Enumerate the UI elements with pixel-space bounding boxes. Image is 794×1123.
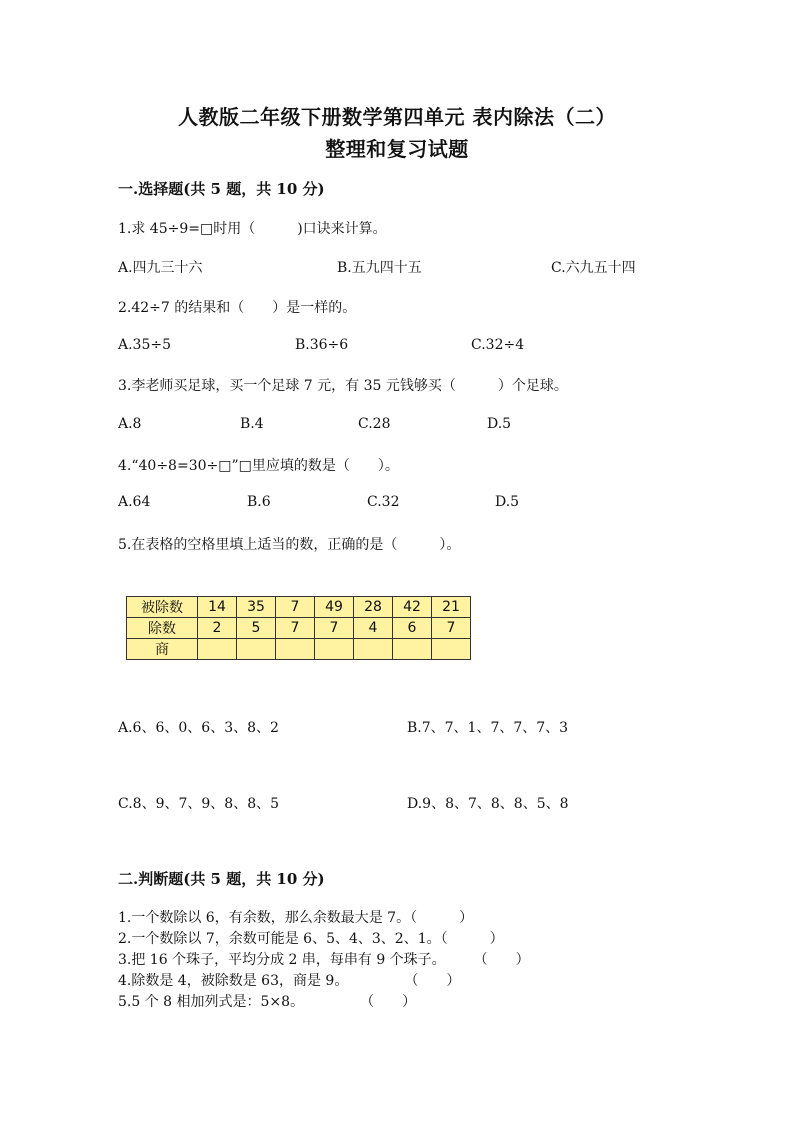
table-cell-blank[interactable] [276, 639, 315, 660]
table-cell: 35 [237, 597, 276, 618]
table-cell: 7 [315, 618, 354, 639]
q1-option-b[interactable]: B.五九四十五 [337, 260, 422, 276]
q3-option-c[interactable]: C.28 [358, 416, 391, 432]
section-heading-judgment: 二.判断题(共 5 题，共 10 分) [118, 870, 325, 888]
table-cell-blank[interactable] [393, 639, 432, 660]
q4-option-b[interactable]: B.6 [247, 494, 271, 510]
question-5: 5.在表格的空格里填上适当的数，正确的是（ ）。 [118, 537, 461, 553]
q4-option-d[interactable]: D.5 [495, 494, 520, 510]
table-cell: 7 [432, 618, 471, 639]
judgment-item-4: 4.除数是 4，被除数是 63，商是 9。 （ ） [118, 973, 461, 989]
q3-option-b[interactable]: B.4 [240, 416, 264, 432]
q4-option-c[interactable]: C.32 [367, 494, 400, 510]
table-cell-blank[interactable] [198, 639, 237, 660]
table-cell: 14 [198, 597, 237, 618]
table-row [127, 639, 471, 660]
q5-option-c[interactable]: C.8、9、7、9、8、8、5 [118, 796, 280, 812]
question-2: 2.42÷7 的结果和（ ）是一样的。 [118, 300, 357, 316]
table-cell: 2 [198, 618, 237, 639]
table-cell: 7 [276, 618, 315, 639]
table-cell: 28 [354, 597, 393, 618]
question-4: 4.“40÷8=30÷□”□里应填的数是（ ）。 [118, 458, 399, 474]
table-cell: 4 [354, 618, 393, 639]
table-cell: 7 [276, 597, 315, 618]
q2-option-a[interactable]: A.35÷5 [118, 337, 172, 353]
table-row-label: 除数 [127, 618, 198, 639]
table-row [127, 597, 471, 618]
q1-option-c[interactable]: C.六九五十四 [551, 260, 636, 276]
q3-option-d[interactable]: D.5 [487, 416, 512, 432]
table-cell: 42 [393, 597, 432, 618]
page-title: 人教版二年级下册数学第四单元 表内除法（二） [178, 105, 616, 129]
judgment-item-3: 3.把 16 个珠子，平均分成 2 串，每串有 9 个珠子。 （ ） [118, 952, 530, 968]
q1-option-a[interactable]: A.四九三十六 [118, 260, 203, 276]
table-cell: 5 [237, 618, 276, 639]
table-cell-blank[interactable] [237, 639, 276, 660]
judgment-item-2: 2.一个数除以 7，余数可能是 6、5、4、3、2、1。（ ） [118, 931, 504, 947]
q5-option-d[interactable]: D.9、8、7、8、8、5、8 [407, 796, 569, 812]
table-cell: 6 [393, 618, 432, 639]
q5-option-a[interactable]: A.6、6、0、6、3、8、2 [118, 720, 279, 736]
question-1: 1.求 45÷9=□时用（ )口诀来计算。 [118, 221, 387, 237]
q5-option-b[interactable]: B.7、7、1、7、7、7、3 [407, 720, 569, 736]
q2-option-b[interactable]: B.36÷6 [295, 337, 349, 353]
page-subtitle: 整理和复习试题 [325, 137, 469, 161]
table-cell: 21 [432, 597, 471, 618]
table-row-label: 商 [127, 639, 198, 660]
q3-option-a[interactable]: A.8 [118, 416, 142, 432]
judgment-item-1: 1.一个数除以 6，有余数，那么余数最大是 7。（ ） [118, 910, 474, 926]
table-row [127, 618, 471, 639]
question-3: 3.李老师买足球，买一个足球 7 元，有 35 元钱够买（ ）个足球。 [118, 378, 568, 394]
table-cell: 49 [315, 597, 354, 618]
table-cell-blank[interactable] [315, 639, 354, 660]
table-cell-blank[interactable] [432, 639, 471, 660]
q2-option-c[interactable]: C.32÷4 [471, 337, 525, 353]
section-heading-choice: 一.选择题(共 5 题，共 10 分) [118, 180, 325, 198]
table-row-label: 被除数 [127, 597, 198, 618]
table-cell-blank[interactable] [354, 639, 393, 660]
division-table [126, 596, 471, 660]
judgment-item-5: 5.5 个 8 相加列式是：5×8。 （ ） [118, 994, 417, 1010]
q4-option-a[interactable]: A.64 [118, 494, 151, 510]
